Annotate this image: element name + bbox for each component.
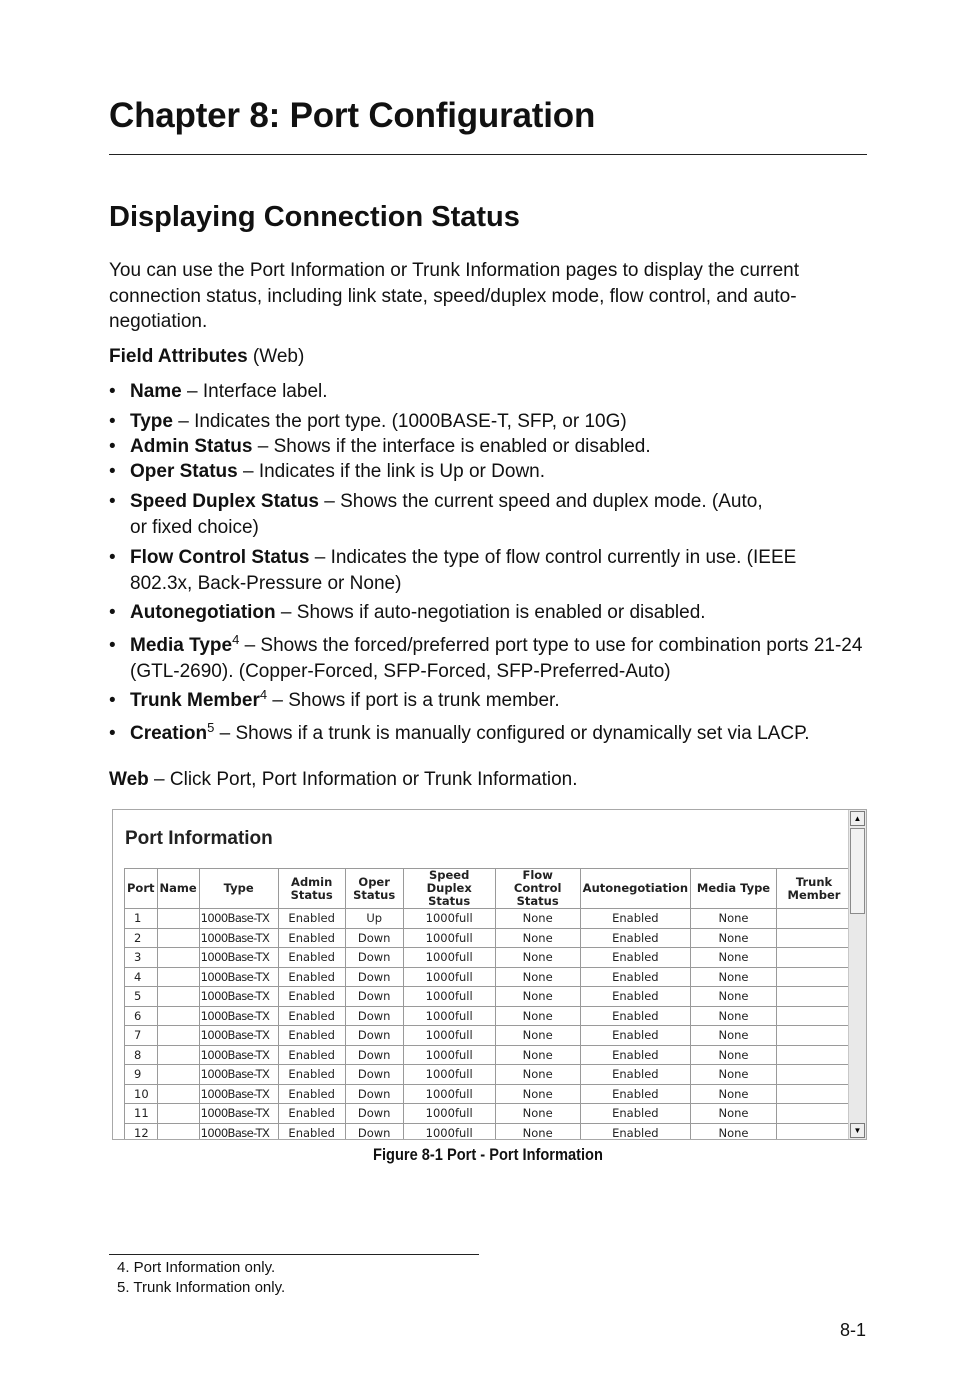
column-header: Media Type (691, 869, 777, 909)
cell-type: 1000Base-TX (199, 967, 278, 987)
cell-admin-status: Enabled (278, 948, 345, 968)
bullet-desc: – Shows the forced/preferred port type to use for combination ports 21-24 (GTL-2690). (Copper-Forced, SFP-Forced, SFP-Preferred-Auto) (130, 635, 863, 682)
column-header: Name (157, 869, 199, 909)
cell-speed-duplex: 1000full (403, 909, 495, 929)
scroll-up-icon[interactable]: ▲ (850, 811, 865, 826)
footnote-ref: 5 (207, 720, 215, 735)
cell-name (157, 967, 199, 987)
cell-autonegotiation: Enabled (580, 1084, 690, 1104)
cell-autonegotiation: Enabled (580, 967, 690, 987)
cell-admin-status: Enabled (278, 1006, 345, 1026)
cell-trunk-member (777, 1065, 852, 1085)
cell-type: 1000Base-TX (199, 1084, 278, 1104)
vertical-scrollbar[interactable] (848, 810, 866, 1139)
cell-media-type: None (691, 909, 777, 929)
cell-autonegotiation: Enabled (580, 1104, 690, 1124)
bullet-symbol: • (109, 381, 116, 402)
footnote: 5. Trunk Information only. (117, 1278, 286, 1296)
bullet-term: Trunk Member (130, 690, 260, 711)
web-text: – Click Port, Port Information or Trunk Information. (154, 769, 578, 790)
cell-flow-control: None (495, 967, 580, 987)
cell-admin-status: Enabled (278, 1065, 345, 1085)
column-header: Type (199, 869, 278, 909)
screenshot-title: Port Information (125, 828, 273, 849)
bullet-term: Speed Duplex Status (130, 491, 319, 512)
cell-media-type: None (691, 1123, 777, 1140)
cell-admin-status: Enabled (278, 909, 345, 929)
cell-autonegotiation: Enabled (580, 928, 690, 948)
cell-media-type: None (691, 967, 777, 987)
field-attributes-suffix: (Web) (252, 346, 305, 367)
cell-trunk-member (777, 1123, 852, 1140)
cell-admin-status: Enabled (278, 1045, 345, 1065)
cell-speed-duplex: 1000full (403, 1065, 495, 1085)
cell-media-type: None (691, 1045, 777, 1065)
cell-name (157, 987, 199, 1007)
bullet-symbol: • (109, 690, 116, 711)
cell-trunk-member (777, 967, 852, 987)
scroll-down-icon[interactable]: ▼ (850, 1123, 865, 1138)
bullet-symbol: • (109, 491, 116, 512)
port-information-table (124, 868, 852, 1140)
cell-media-type: None (691, 987, 777, 1007)
cell-port: 10 (125, 1084, 158, 1104)
bullet-term: Autonegotiation (130, 602, 276, 623)
cell-media-type: None (691, 1065, 777, 1085)
cell-port: 3 (125, 948, 158, 968)
cell-oper-status: Down (345, 928, 403, 948)
bullet-speed-duplex-status (109, 489, 769, 540)
bullet-term: Oper Status (130, 461, 238, 482)
cell-type: 1000Base-TX (199, 909, 278, 929)
bullet-term: Admin Status (130, 436, 253, 457)
bullet-symbol: • (109, 723, 116, 744)
bullet-term: Name (130, 381, 182, 402)
cell-autonegotiation: Enabled (580, 909, 690, 929)
table-row (125, 909, 852, 929)
cell-trunk-member (777, 928, 852, 948)
table-row (125, 1104, 852, 1124)
bullet-term: Creation (130, 723, 208, 744)
footnote: 4. Port Information only. (117, 1259, 276, 1276)
cell-admin-status: Enabled (278, 1026, 345, 1046)
table-header-row (125, 869, 852, 909)
cell-oper-status: Down (345, 967, 403, 987)
bullet-desc: – Indicates the port type. (1000BASE-T, SFP, or 10G) (178, 411, 627, 432)
table-row (125, 948, 852, 968)
cell-flow-control: None (495, 987, 580, 1007)
column-header: Trunk Member (777, 869, 852, 909)
cell-name (157, 1045, 199, 1065)
bullet-desc: – Indicates the type of flow control currently in use. (IEEE 802.3x, Back-Pressure or None) (130, 547, 797, 594)
cell-oper-status: Down (345, 1123, 403, 1140)
cell-media-type: None (691, 1026, 777, 1046)
cell-trunk-member (777, 1104, 852, 1124)
footnotes (117, 1258, 285, 1297)
bullet-term: Type (130, 411, 173, 432)
cell-trunk-member (777, 909, 852, 929)
cell-trunk-member (777, 987, 852, 1007)
table-row (125, 1084, 852, 1104)
bullet-term: Flow Control Status (130, 547, 310, 568)
cell-port: 5 (125, 987, 158, 1007)
column-header: Flow Control Status (495, 869, 580, 909)
table-row (125, 987, 852, 1007)
cell-name (157, 909, 199, 929)
table-row (125, 1026, 852, 1046)
cell-port: 11 (125, 1104, 158, 1124)
scroll-thumb[interactable] (850, 828, 865, 914)
column-header: Oper Status (345, 869, 403, 909)
column-header: Speed Duplex Status (403, 869, 495, 909)
table-row (125, 967, 852, 987)
cell-name (157, 1026, 199, 1046)
cell-media-type: None (691, 1084, 777, 1104)
cell-speed-duplex: 1000full (403, 1006, 495, 1026)
cell-speed-duplex: 1000full (403, 1104, 495, 1124)
table-row (125, 1123, 852, 1140)
table-row (125, 928, 852, 948)
chapter-title: Chapter 8: Port Configuration (109, 96, 596, 135)
bullet-symbol: • (109, 436, 116, 457)
web-instruction (109, 769, 577, 791)
cell-flow-control: None (495, 909, 580, 929)
bullet-flow-control-status (109, 545, 809, 596)
table-row (125, 1006, 852, 1026)
bullet-desc: – Shows if port is a trunk member. (272, 690, 560, 711)
cell-oper-status: Down (345, 987, 403, 1007)
footnote-ref: 4 (259, 687, 268, 702)
cell-trunk-member (777, 1026, 852, 1046)
cell-speed-duplex: 1000full (403, 987, 495, 1007)
cell-port: 12 (125, 1123, 158, 1140)
bullet-symbol: • (109, 547, 116, 568)
bullet-trunk-member (109, 688, 879, 714)
web-label: Web (109, 769, 149, 790)
cell-flow-control: None (495, 1006, 580, 1026)
cell-oper-status: Down (345, 948, 403, 968)
cell-oper-status: Up (345, 909, 403, 929)
cell-speed-duplex: 1000full (403, 1084, 495, 1104)
footnote-rule (109, 1254, 479, 1255)
cell-speed-duplex: 1000full (403, 928, 495, 948)
bullet-desc: – Shows if a trunk is manually configured or dynamically set via LACP. (219, 723, 810, 744)
bullet-symbol: • (109, 411, 116, 432)
column-header: Port (125, 869, 158, 909)
bullet-symbol: • (109, 602, 116, 623)
cell-autonegotiation: Enabled (580, 1026, 690, 1046)
cell-oper-status: Down (345, 1045, 403, 1065)
cell-speed-duplex: 1000full (403, 1045, 495, 1065)
bullet-oper-status (109, 459, 879, 485)
cell-port: 7 (125, 1026, 158, 1046)
bullet-desc: – Shows the current speed and duplex mode. (Auto, or fixed choice) (130, 491, 763, 538)
field-attributes-heading (109, 346, 304, 368)
port-information-screenshot (112, 809, 867, 1140)
bullet-name (109, 379, 879, 405)
cell-port: 8 (125, 1045, 158, 1065)
cell-autonegotiation: Enabled (580, 948, 690, 968)
cell-name (157, 948, 199, 968)
bullet-desc: – Shows if the interface is enabled or disabled. (257, 436, 651, 457)
cell-media-type: None (691, 948, 777, 968)
column-header: Admin Status (278, 869, 345, 909)
bullet-type (109, 409, 879, 435)
cell-type: 1000Base-TX (199, 1026, 278, 1046)
cell-autonegotiation: Enabled (580, 1065, 690, 1085)
cell-trunk-member (777, 1045, 852, 1065)
cell-autonegotiation: Enabled (580, 1006, 690, 1026)
cell-admin-status: Enabled (278, 987, 345, 1007)
cell-speed-duplex: 1000full (403, 948, 495, 968)
bullet-symbol: • (109, 461, 116, 482)
cell-flow-control: None (495, 1084, 580, 1104)
cell-media-type: None (691, 1006, 777, 1026)
cell-trunk-member (777, 948, 852, 968)
cell-autonegotiation: Enabled (580, 987, 690, 1007)
cell-flow-control: None (495, 1045, 580, 1065)
cell-port: 4 (125, 967, 158, 987)
cell-trunk-member (777, 1084, 852, 1104)
cell-name (157, 928, 199, 948)
bullet-term: Media Type (130, 635, 233, 656)
cell-type: 1000Base-TX (199, 948, 278, 968)
bullet-symbol: • (109, 635, 116, 656)
cell-type: 1000Base-TX (199, 928, 278, 948)
bullet-desc: – Shows if auto-negotiation is enabled or disabled. (280, 602, 706, 623)
cell-name (157, 1065, 199, 1085)
bullet-autonegotiation (109, 600, 879, 626)
table-row (125, 1045, 852, 1065)
table-row (125, 1065, 852, 1085)
cell-name (157, 1084, 199, 1104)
page-number: 8-1 (839, 1320, 866, 1340)
cell-port: 1 (125, 909, 158, 929)
cell-admin-status: Enabled (278, 1084, 345, 1104)
cell-admin-status: Enabled (278, 1123, 345, 1140)
cell-type: 1000Base-TX (199, 1065, 278, 1085)
field-attributes-label: Field Attributes (109, 346, 248, 367)
cell-admin-status: Enabled (278, 928, 345, 948)
cell-flow-control: None (495, 1026, 580, 1046)
cell-type: 1000Base-TX (199, 1045, 278, 1065)
cell-speed-duplex: 1000full (403, 1026, 495, 1046)
cell-oper-status: Down (345, 1065, 403, 1085)
cell-name (157, 1006, 199, 1026)
figure-caption: Figure 8-1 Port - Port Information (373, 1145, 603, 1164)
cell-name (157, 1123, 199, 1140)
bullet-desc: – Interface label. (187, 381, 328, 402)
cell-autonegotiation: Enabled (580, 1123, 690, 1140)
cell-oper-status: Down (345, 1026, 403, 1046)
cell-flow-control: None (495, 1065, 580, 1085)
cell-media-type: None (691, 928, 777, 948)
bullet-creation (109, 721, 909, 747)
cell-flow-control: None (495, 948, 580, 968)
cell-oper-status: Down (345, 1104, 403, 1124)
cell-type: 1000Base-TX (199, 987, 278, 1007)
cell-admin-status: Enabled (278, 967, 345, 987)
bullet-admin-status (109, 434, 879, 460)
cell-flow-control: None (495, 1123, 580, 1140)
cell-media-type: None (691, 1104, 777, 1124)
column-header: Autonegotiation (580, 869, 690, 909)
cell-admin-status: Enabled (278, 1104, 345, 1124)
cell-type: 1000Base-TX (199, 1006, 278, 1026)
cell-port: 6 (125, 1006, 158, 1026)
cell-port: 9 (125, 1065, 158, 1085)
section-title: Displaying Connection Status (109, 201, 520, 233)
cell-autonegotiation: Enabled (580, 1045, 690, 1065)
cell-name (157, 1104, 199, 1124)
cell-port: 2 (125, 928, 158, 948)
chapter-rule (109, 154, 867, 155)
cell-flow-control: None (495, 928, 580, 948)
footnote-ref: 4 (232, 632, 240, 647)
intro-paragraph: You can use the Port Information or Trunk Information pages to display the current connection status, including link state, speed/duplex mode, flow control, and auto-negotiation. (109, 260, 800, 332)
cell-type: 1000Base-TX (199, 1123, 278, 1140)
cell-speed-duplex: 1000full (403, 1123, 495, 1140)
cell-type: 1000Base-TX (199, 1104, 278, 1124)
bullet-media-type (109, 633, 879, 684)
cell-oper-status: Down (345, 1006, 403, 1026)
bullet-desc: – Indicates if the link is Up or Down. (242, 461, 546, 482)
cell-trunk-member (777, 1006, 852, 1026)
cell-speed-duplex: 1000full (403, 967, 495, 987)
cell-flow-control: None (495, 1104, 580, 1124)
cell-oper-status: Down (345, 1084, 403, 1104)
